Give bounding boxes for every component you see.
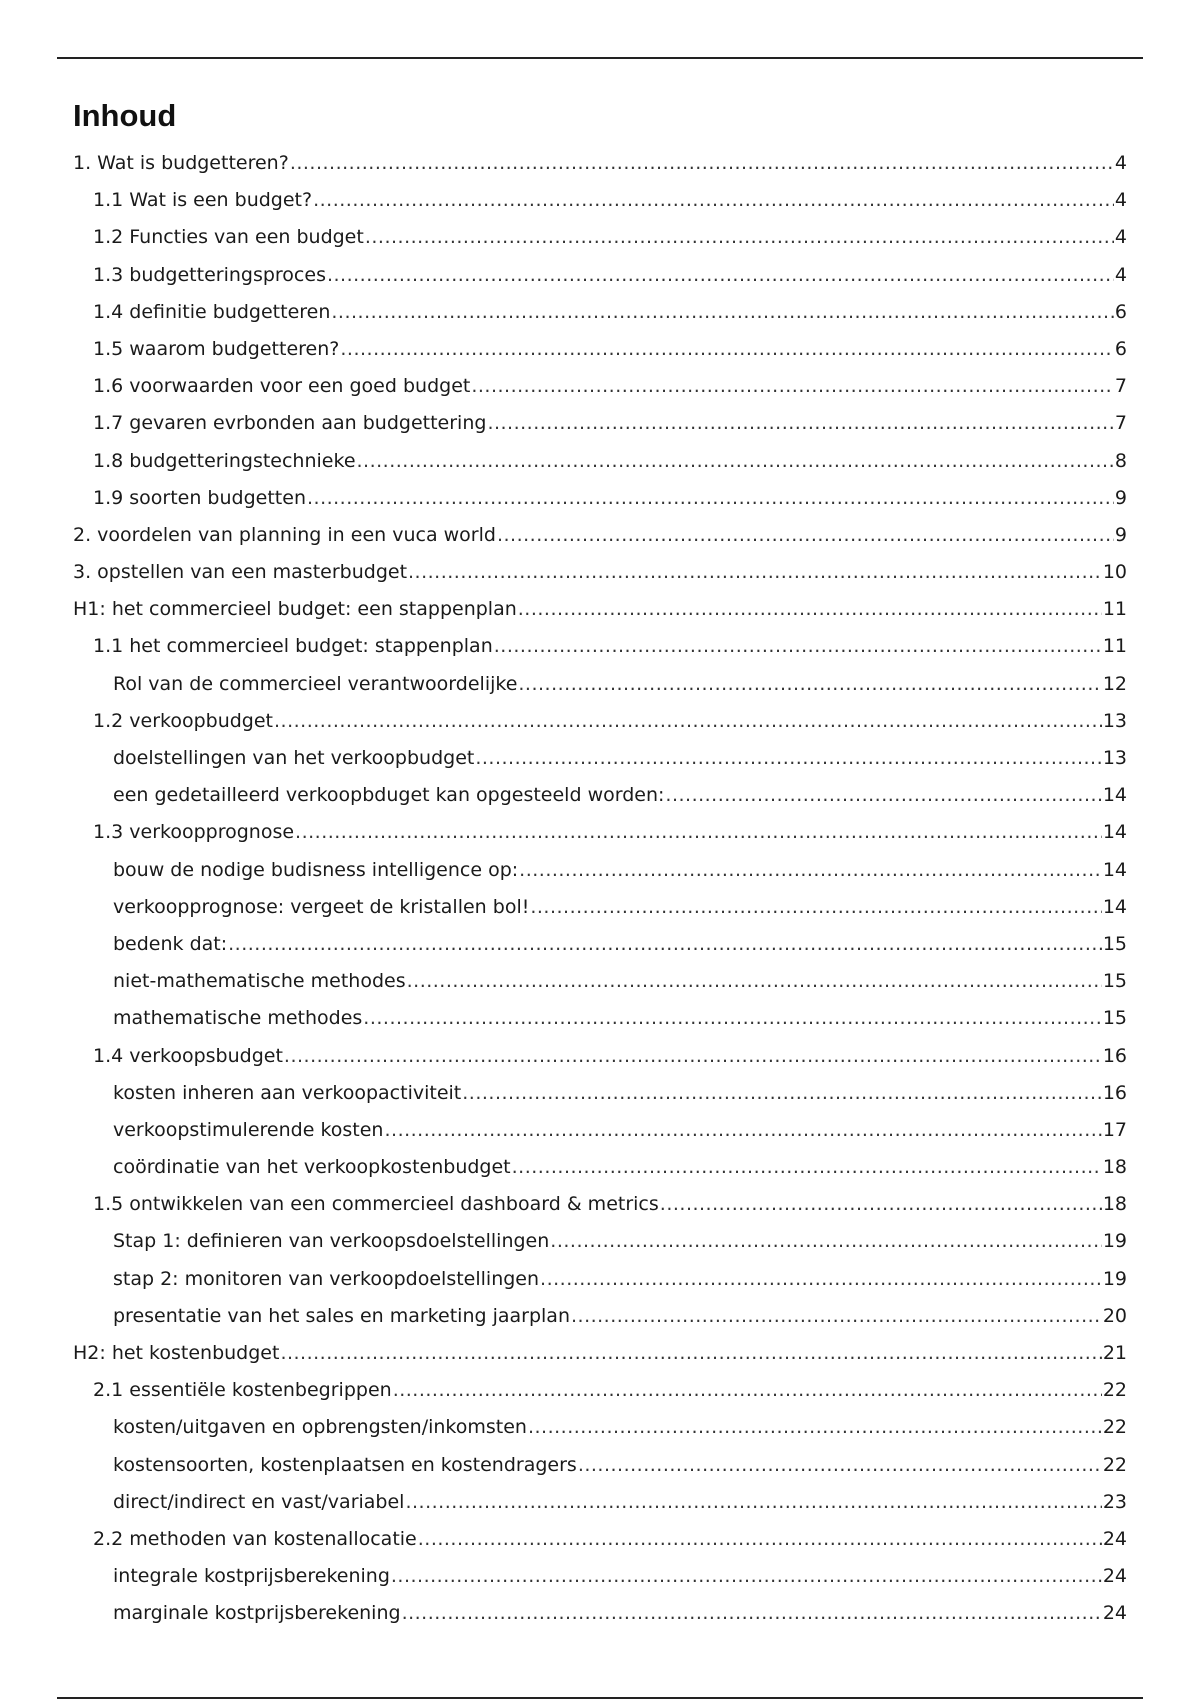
toc-entry[interactable] [73,1487,1127,1524]
toc-page-number[interactable]: 23 [1102,1490,1127,1513]
toc-entry[interactable] [73,446,1127,483]
toc-entry-label[interactable]: 2. voordelen van planning in een vuca world [73,523,496,546]
toc-entry[interactable] [73,855,1127,892]
toc-entry[interactable] [73,1078,1127,1115]
toc-entry[interactable] [73,1301,1127,1338]
toc-page-number[interactable]: 22 [1102,1416,1127,1439]
toc-dot-leader [462,1078,1102,1108]
toc-dot-leader [418,1524,1102,1554]
toc-entry-label[interactable]: 1.3 budgetteringsproces [93,263,326,286]
toc-entry[interactable] [73,1189,1127,1226]
toc-dot-leader [660,1189,1102,1219]
toc-entry[interactable] [73,1226,1127,1263]
toc-page-number[interactable]: 4 [1114,263,1127,286]
toc-entry-label[interactable]: verkoopprognose: vergeet de kristallen bol! [113,895,530,918]
toc-page-number[interactable]: 21 [1102,1342,1127,1364]
toc-entry[interactable] [73,1412,1127,1449]
toc-entry[interactable] [73,1115,1127,1152]
toc-entry[interactable] [73,148,1127,185]
toc-entry-label[interactable]: kostensoorten, kostenplaatsen en kostendragers [113,1453,577,1476]
toc-dot-leader [530,892,1101,922]
toc-dot-leader [405,1487,1101,1517]
toc-entry[interactable] [73,483,1127,520]
toc-dot-leader [284,1041,1102,1071]
toc-dot-leader [228,929,1102,959]
toc-page-number[interactable]: 16 [1102,1081,1127,1104]
toc-entry-label[interactable]: coördinatie van het verkoopkostenbudget [113,1156,511,1179]
toc-dot-leader [487,408,1113,438]
toc-entry[interactable] [73,222,1127,259]
toc-page-number[interactable]: 7 [1114,375,1127,398]
toc-entry[interactable] [73,1561,1127,1598]
toc-entry[interactable] [73,966,1127,1003]
toc-entry[interactable] [73,371,1127,408]
toc-entry[interactable] [73,1152,1127,1189]
toc-entry-label[interactable]: 1.1 Wat is een budget? [93,189,313,212]
toc-entry-label[interactable]: kosten/uitgaven en opbrengsten/inkomsten [113,1416,527,1439]
toc-entry-label[interactable]: niet-mathematische methodes [113,970,406,993]
toc-entry[interactable] [73,408,1127,445]
toc-entry-label[interactable]: kosten inheren aan verkoopactiviteit [113,1081,462,1104]
toc-entry-label[interactable]: direct/indirect en vast/variabel [113,1490,405,1513]
toc-dot-leader [290,148,1114,178]
toc-entry-label[interactable]: stap 2: monitoren van verkoopdoelstellingen [113,1267,540,1290]
toc-page-number[interactable]: 9 [1114,486,1127,509]
toc-entry-label[interactable]: 1.4 verkoopsbudget [93,1044,283,1067]
toc-entry[interactable] [73,1524,1127,1561]
toc-entry[interactable] [73,260,1127,297]
toc-entry[interactable] [73,1264,1127,1301]
toc-entry[interactable] [73,520,1127,557]
toc-entry-label[interactable]: mathematische methodes [113,1007,363,1030]
toc-page-number[interactable]: 14 [1102,895,1127,918]
toc-dot-leader [512,1152,1102,1182]
toc-dot-leader [274,706,1102,736]
toc-dot-leader [550,1226,1102,1256]
toc-entry-label[interactable]: 1.6 voorwaarden voor een goed budget [93,375,471,398]
toc-dot-leader [340,334,1114,364]
toc-page-number[interactable]: 19 [1102,1267,1127,1290]
toc-page-number[interactable]: 11 [1102,598,1127,621]
toc-entry[interactable] [73,817,1127,854]
table-of-contents [73,148,1127,1636]
toc-entry[interactable] [73,1375,1127,1412]
toc-page-number[interactable]: 10 [1102,561,1127,584]
toc-page-number[interactable]: 4 [1114,226,1127,249]
toc-page-number[interactable]: 16 [1102,1044,1127,1067]
toc-dot-leader [357,446,1114,476]
toc-dot-leader [313,185,1114,215]
toc-dot-leader [578,1450,1102,1480]
toc-entry-label[interactable]: integrale kostprijsberekening [113,1565,390,1588]
toc-entry[interactable] [73,1450,1127,1487]
toc-entry-label[interactable]: bedenk dat: [113,932,228,955]
toc-entry[interactable] [73,185,1127,222]
toc-dot-leader [280,1338,1101,1368]
toc-entry-label[interactable]: presentatie van het sales en marketing jaarplan [113,1304,570,1327]
toc-entry[interactable] [73,892,1127,929]
toc-entry-label[interactable]: 1.9 soorten budgetten [93,486,306,509]
toc-entry[interactable] [73,334,1127,371]
toc-entry[interactable] [73,631,1127,668]
toc-dot-leader [327,260,1114,290]
toc-page-number[interactable]: 6 [1114,337,1127,360]
toc-dot-leader [363,1003,1102,1033]
toc-dot-leader [475,743,1101,773]
toc-entry[interactable] [73,669,1127,706]
toc-entry-label[interactable]: 3. opstellen van een masterbudget [73,561,408,584]
toc-entry[interactable] [73,706,1127,743]
toc-dot-leader [571,1301,1102,1331]
toc-entry-label[interactable]: 1.4 definitie budgetteren [93,300,331,323]
toc-page-number[interactable]: 19 [1102,1230,1127,1253]
toc-page-number[interactable]: 7 [1114,412,1127,435]
toc-page-number[interactable]: 14 [1102,858,1127,881]
toc-page-number[interactable]: 14 [1102,784,1127,807]
toc-entry-label[interactable]: 1.3 verkoopprognose [93,821,295,844]
toc-entry[interactable] [73,780,1127,817]
toc-dot-leader [518,669,1101,699]
toc-page-number[interactable]: 4 [1114,152,1127,174]
toc-entry-label[interactable]: een gedetailleerd verkoopbduget kan opgesteeld worden: [113,784,665,807]
toc-dot-leader [391,1561,1102,1591]
toc-page-number[interactable]: 14 [1102,821,1127,844]
toc-dot-leader [295,817,1102,847]
toc-dot-leader [307,483,1114,513]
toc-entry[interactable] [73,1041,1127,1078]
toc-entry-label[interactable]: 1.2 Functies van een budget [93,226,364,249]
toc-entry-label[interactable]: verkoopstimulerende kosten [113,1118,384,1141]
toc-entry-label[interactable]: 1.1 het commercieel budget: stappenplan [93,635,493,658]
toc-page-number[interactable]: 15 [1102,932,1127,955]
toc-page-number[interactable]: 15 [1102,970,1127,993]
toc-entry-label[interactable]: marginale kostprijsberekening [113,1602,401,1625]
toc-entry-label[interactable]: 1.5 ontwikkelen van een commercieel dashboard & metrics [93,1193,659,1216]
footer-rule [57,1697,1143,1699]
toc-entry[interactable] [73,594,1127,631]
toc-entry-label[interactable]: 2.1 essentiële kostenbegrippen [93,1379,392,1402]
header-rule [57,57,1143,59]
toc-page-number[interactable]: 8 [1114,449,1127,472]
toc-entry-label[interactable]: 1.8 budgetteringstechnieke [93,449,356,472]
toc-page-number[interactable]: 24 [1102,1565,1127,1588]
toc-entry-label[interactable]: bouw de nodige budisness intelligence op: [113,858,519,881]
toc-dot-leader [365,222,1114,252]
toc-entry-label[interactable]: 1.2 verkoopbudget [93,709,273,732]
toc-dot-leader [494,631,1102,661]
toc-entry[interactable] [73,743,1127,780]
toc-dot-leader [402,1598,1102,1628]
toc-page-number[interactable]: 9 [1114,523,1127,546]
toc-entry-label[interactable]: Rol van de commercieel verantwoordelijke [113,672,518,695]
toc-page-number[interactable]: 17 [1102,1118,1127,1141]
toc-dot-leader [497,520,1114,550]
toc-dot-leader [384,1115,1101,1145]
toc-entry[interactable] [73,1598,1127,1635]
toc-dot-leader [408,557,1102,587]
toc-page-number[interactable]: 20 [1102,1304,1127,1327]
toc-entry[interactable] [73,297,1127,334]
toc-dot-leader [407,966,1102,996]
toc-entry-label[interactable]: 1.5 waarom budgetteren? [93,337,340,360]
toc-dot-leader [518,594,1102,624]
toc-page-number[interactable]: 15 [1102,1007,1127,1030]
toc-page-number[interactable]: 18 [1102,1156,1127,1179]
toc-page-number[interactable]: 13 [1102,709,1127,732]
toc-dot-leader [665,780,1101,810]
toc-entry-label[interactable]: 1.7 gevaren evrbonden aan budgettering [93,412,487,435]
toc-page-number[interactable]: 22 [1102,1453,1127,1476]
toc-dot-leader [540,1264,1102,1294]
toc-entry-label[interactable]: H2: het kostenbudget [73,1342,280,1364]
toc-dot-leader [528,1412,1102,1442]
toc-entry-label[interactable]: H1: het commercieel budget: een stappenplan [73,598,517,621]
toc-entry[interactable] [73,929,1127,966]
toc-page-number[interactable]: 13 [1102,747,1127,769]
toc-page-number[interactable]: 22 [1102,1379,1127,1402]
toc-entry-label[interactable]: 2.2 methoden van kostenallocatie [93,1527,417,1550]
toc-entry[interactable] [73,1338,1127,1375]
toc-entry-label[interactable]: Stap 1: definieren van verkoopsdoelstellingen [113,1230,550,1253]
toc-entry-label[interactable]: doelstellingen van het verkoopbudget [113,747,475,769]
toc-dot-leader [393,1375,1102,1405]
toc-dot-leader [331,297,1114,327]
toc-page-number[interactable]: 18 [1102,1193,1127,1216]
toc-dot-leader [471,371,1114,401]
toc-entry[interactable] [73,557,1127,594]
toc-entry[interactable] [73,1003,1127,1040]
toc-heading: Inhoud [73,98,177,133]
toc-dot-leader [519,855,1102,885]
toc-page-number[interactable]: 11 [1102,635,1127,658]
toc-page-number[interactable]: 24 [1102,1527,1127,1550]
toc-entry-label[interactable]: 1. Wat is budgetteren? [73,152,289,174]
toc-page-number[interactable]: 12 [1102,672,1127,695]
toc-page-number[interactable]: 6 [1114,300,1127,323]
toc-page-number[interactable]: 4 [1114,189,1127,212]
toc-page-number[interactable]: 24 [1102,1602,1127,1625]
